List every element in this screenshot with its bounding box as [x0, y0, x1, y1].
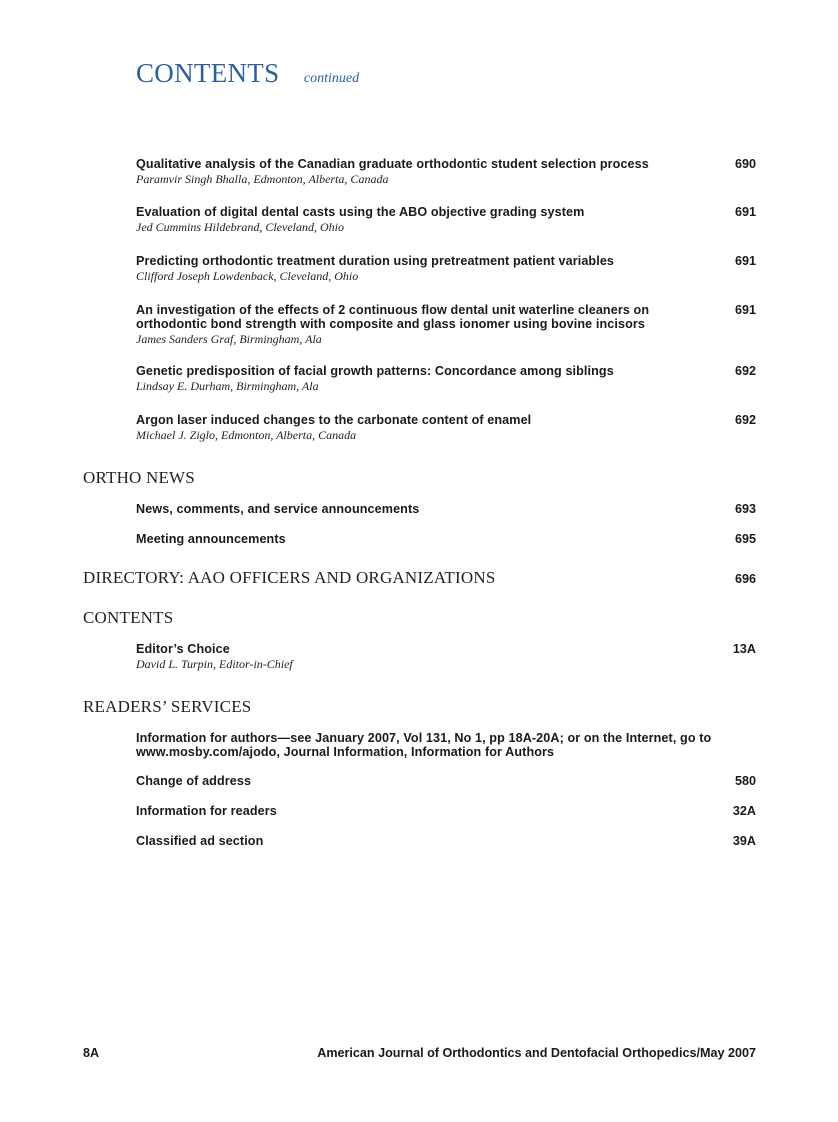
- toc-entry[interactable]: [136, 642, 756, 671]
- entry-title: Argon laser induced changes to the carbonate content of enamel: [136, 413, 532, 427]
- entry-page: 693: [734, 502, 756, 516]
- page-title: CONTENTS: [136, 58, 280, 88]
- entry-page: 692: [734, 364, 756, 378]
- entry-page: 690: [734, 157, 756, 171]
- entry-title: Editor’s Choice: [136, 642, 230, 656]
- toc-entry[interactable]: [136, 774, 756, 788]
- toc-entry[interactable]: [136, 364, 756, 393]
- page-subtitle: continued: [303, 71, 360, 86]
- entry-title: Genetic predisposition of facial growth patterns: Concordance among siblings: [136, 364, 614, 378]
- entry-page: 13A: [732, 642, 756, 656]
- entry-page: 692: [734, 413, 756, 427]
- entry-author: James Sanders Graf, Birmingham, Ala: [136, 332, 322, 346]
- section-heading-readers-services: READERS’ SERVICES: [83, 697, 252, 716]
- entry-title: Evaluation of digital dental casts using the ABO objective grading system: [136, 205, 585, 219]
- directory-page: 696: [734, 572, 756, 586]
- section-heading-directory[interactable]: DIRECTORY: AAO OFFICERS AND ORGANIZATIONS: [83, 568, 496, 587]
- entry-page: 691: [734, 303, 756, 317]
- toc-entry[interactable]: [136, 303, 756, 346]
- toc-entry[interactable]: [136, 413, 756, 442]
- toc-entry[interactable]: [136, 532, 756, 546]
- entry-author: Paramvir Singh Bhalla, Edmonton, Alberta, Canada: [136, 172, 389, 186]
- toc-entry[interactable]: [136, 157, 756, 186]
- entry-title: An investigation of the effects of 2 continuous flow dental unit waterline cleaners on orthodontic bond strength with composite and glass ionomer using bovine incisors: [136, 303, 650, 331]
- section-heading-ortho-news: ORTHO NEWS: [83, 468, 195, 487]
- entry-author: Lindsay E. Durham, Birmingham, Ala: [136, 379, 319, 393]
- section-heading-contents: CONTENTS: [83, 608, 174, 627]
- entry-title: Information for readers: [136, 804, 277, 818]
- entry-title: Classified ad section: [136, 834, 264, 848]
- entry-author: Michael J. Ziglo, Edmonton, Alberta, Canada: [136, 428, 357, 442]
- footer-journal-name: American Journal of Orthodontics and Dentofacial Orthopedics/May 2007: [317, 1046, 756, 1060]
- entry-page: 32A: [732, 804, 756, 818]
- toc-entry[interactable]: [136, 502, 756, 516]
- entry-author: David L. Turpin, Editor-in-Chief: [136, 657, 293, 671]
- entry-page: 39A: [732, 834, 756, 848]
- entry-page: 691: [734, 205, 756, 219]
- entry-title: Change of address: [136, 774, 252, 788]
- toc-entry[interactable]: [136, 254, 756, 283]
- page-header: [136, 58, 359, 89]
- entry-title: Meeting announcements: [136, 532, 286, 546]
- entry-author: Jed Cummins Hildebrand, Cleveland, Ohio: [136, 220, 344, 234]
- toc-entry[interactable]: [136, 804, 756, 818]
- entry-title: Information for authors—see January 2007, Vol 131, No 1, pp 18A-20A; or on the Internet, go to www.mosby.com/ajodo, Journal Information, Information for Authors: [136, 731, 712, 759]
- entry-author: Clifford Joseph Lowdenback, Cleveland, Ohio: [136, 269, 359, 283]
- entry-title: Predicting orthodontic treatment duration using pretreatment patient variables: [136, 254, 615, 268]
- entry-title: News, comments, and service announcements: [136, 502, 420, 516]
- entry-page: 691: [734, 254, 756, 268]
- footer-page-number: 8A: [83, 1046, 100, 1060]
- toc-entry[interactable]: [136, 731, 756, 759]
- entry-page: 580: [734, 774, 756, 788]
- toc-entry[interactable]: [136, 205, 756, 234]
- toc-entry[interactable]: [136, 834, 756, 848]
- entry-title: Qualitative analysis of the Canadian graduate orthodontic student selection process: [136, 157, 649, 171]
- entry-page: 695: [734, 532, 756, 546]
